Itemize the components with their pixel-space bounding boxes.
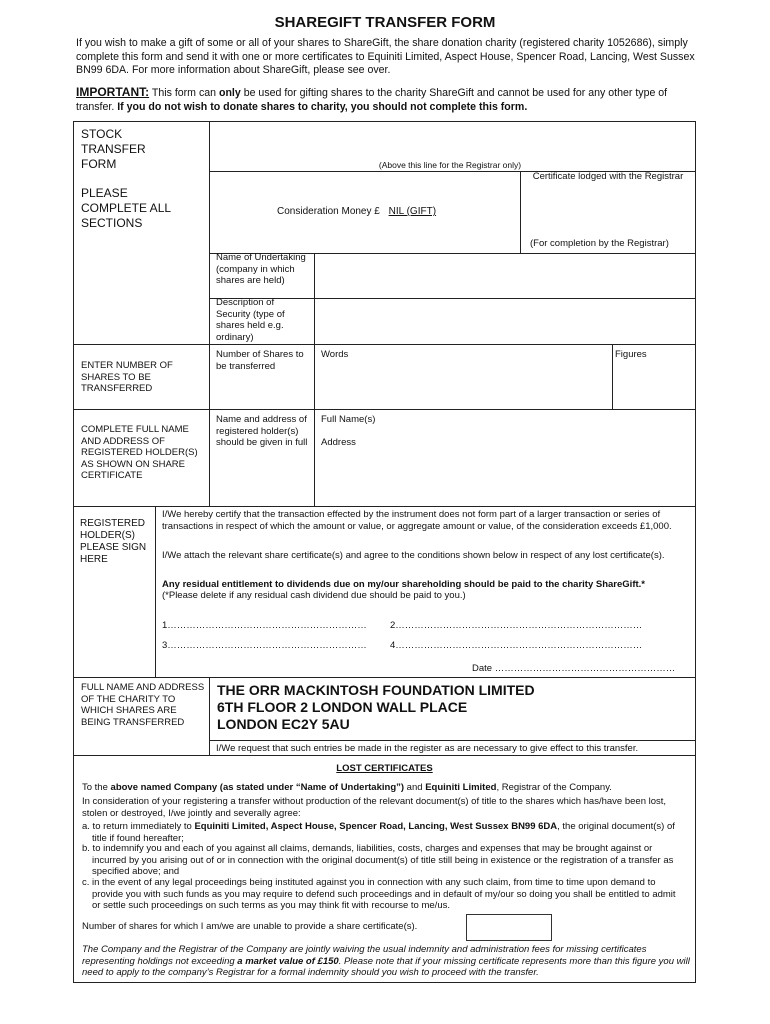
important-only: only <box>218 87 241 99</box>
address-label: Address <box>321 437 356 448</box>
important-bold: If you do not wish to donate shares to charity, you should not complete this form. <box>117 100 528 113</box>
certificate-divider <box>520 171 521 253</box>
row-line <box>73 677 696 678</box>
full-names-label: Full Name(s) <box>321 414 376 425</box>
p1-e: , Registrar of the Company. <box>496 782 612 793</box>
figures-label: Figures <box>615 349 647 360</box>
consideration-label: Consideration Money £ <box>277 206 380 217</box>
stock-transfer-title: STOCK TRANSFER FORM <box>81 127 146 171</box>
number-of-shares-label: Number of Shares to be transferred <box>216 349 304 372</box>
clause-a-bold: Equiniti Limited, Aspect House, Spencer Road, Lancing, West Sussex BN99 6DA <box>194 821 558 832</box>
waive-a: The Company and the Registrar of the Company are jointly waiving the usual indemnity and administration fees for missing certificates representing holdings not exceeding <box>82 944 647 967</box>
important-text-b: be used for gifting shares to the charity ShareGift and cannot be used for any other type of transfer. <box>76 87 668 113</box>
completion-by-registrar: (For completion by the Registrar) <box>530 238 669 249</box>
row-line <box>73 409 696 410</box>
label-column-divider <box>314 253 315 506</box>
date-field[interactable]: Date ………………………………………………… <box>472 663 676 674</box>
words-label: Words <box>321 349 349 360</box>
description-of-security-label: Description of Security (type of shares held e.g. ordinary) <box>216 297 285 343</box>
description-of-security-input[interactable] <box>316 300 694 342</box>
signature-1[interactable]: 1……………………………………………………… <box>162 620 367 631</box>
lost-paragraph-2: In consideration of your registering a transfer without production of the relevant document(s) of title to the shares which has/have been lost, stolen or destroyed, I/we jointly and severally agree: <box>82 796 667 819</box>
name-address-label: Name and address of registered holder(s) should be given in full <box>216 414 308 448</box>
shares-words-input[interactable] <box>316 360 610 407</box>
charity-label: FULL NAME AND ADDRESS OF THE CHARITY TO WHICH SHARES ARE BEING TRANSFERRED <box>81 682 205 728</box>
charity-divider <box>209 677 210 755</box>
lost-clause-b: b. to indemnify you and each of you against all claims, demands, liabilities, costs, charges and expenses that may be brought against or incurred by you arising out of or in connection with the original document(s) of title still being in existence or the registration of a transfer as specified above; and <box>82 843 674 877</box>
residual-note: (*Please delete if any residual cash dividend due should be paid to you.) <box>162 590 466 601</box>
registrar-only-note: (Above this line for the Registrar only) <box>378 160 522 170</box>
certificate-lodged-label: Certificate lodged with the Registrar <box>532 171 684 182</box>
important-text-a: This form can <box>149 87 219 99</box>
signature-2[interactable]: 2…………………………………………………………………… <box>390 620 643 631</box>
name-of-undertaking-input[interactable] <box>316 255 694 296</box>
p1-a: To the <box>82 782 111 793</box>
p1-d: Equiniti Limited <box>425 782 497 793</box>
lost-shares-input[interactable] <box>466 914 552 941</box>
left-column-divider <box>209 121 210 506</box>
waive-b: . Please note that if your missing certificate represents more than this figure you will need to apply to the company’s Registrar for a formal indemnity should you wish to proceed with the transfer. <box>82 955 690 978</box>
charity-address-line2: LONDON EC2Y 5AU <box>217 716 350 732</box>
number-unable-label: Number of shares for which I am/we are unable to provide a share certificate(s). <box>82 921 418 932</box>
enter-number-label: ENTER NUMBER OF SHARES TO BE TRANSFERRED <box>81 360 173 394</box>
charity-address-line1: 6TH FLOOR 2 LONDON WALL PLACE <box>217 699 468 715</box>
p1-c: and <box>404 782 426 793</box>
important-label: IMPORTANT: <box>76 85 150 99</box>
address-input[interactable] <box>380 434 694 504</box>
clause-a-pre: a. to return immediately to <box>82 821 195 832</box>
row-line <box>209 740 696 741</box>
full-names-input[interactable] <box>380 411 694 433</box>
row-line <box>73 506 696 507</box>
waive-note <box>82 944 690 979</box>
residual-entitlement: Any residual entitlement to dividends due on my/our shareholding should be paid to the charity ShareGift.* <box>162 579 645 590</box>
shares-figures-input[interactable] <box>614 360 694 407</box>
form-title: SHAREGIFT TRANSFER FORM <box>274 14 496 31</box>
signature-4[interactable]: 4…………………………………………………………………… <box>390 640 643 651</box>
figures-divider <box>612 344 613 409</box>
consideration-value: NIL (GIFT) <box>388 206 437 217</box>
lost-clause-c: c. in the event of any legal proceedings being instituted against you in connection with any such claim, from time to time upon demand to provide you with such funds as you may require to defend such proceedings and in default of my/our so doing you shall be entitled to admit or settle such proceedings on such terms as you may think fit with recourse to me/us. <box>82 877 676 911</box>
complete-name-label: COMPLETE FULL NAME AND ADDRESS OF REGISTERED HOLDER(S) AS SHOWN ON SHARE CERTIFICATE <box>81 424 198 481</box>
lost-paragraph-1 <box>82 782 687 794</box>
intro-text: If you wish to make a gift of some or all of your shares to ShareGift, the share donation charity (registered charity 1052686), simply complete this form and send it with one or more certificates to Equiniti Limited, Aspect House, Spencer Road, Lancing, West Sussex BN99 6DA. For more information about ShareGift, please see over. <box>76 37 695 77</box>
register-request: I/We request that such entries be made in the register as are necessary to give effect to this transfer. <box>216 743 639 754</box>
consideration-money <box>277 206 436 218</box>
please-complete-label: PLEASE COMPLETE ALL SECTIONS <box>81 186 171 230</box>
row-line <box>73 344 696 345</box>
row-line <box>73 755 696 756</box>
signature-3[interactable]: 3……………………………………………………… <box>162 640 367 651</box>
charity-name: THE ORR MACKINTOSH FOUNDATION LIMITED <box>217 682 535 698</box>
registered-sign-label: REGISTERED HOLDER(S) PLEASE SIGN HERE <box>80 518 147 565</box>
waive-bold: a market value of £150 <box>237 955 339 967</box>
p1-b: above named Company (as stated under “Name of Undertaking”) <box>110 782 405 793</box>
lost-clause-a <box>82 821 682 844</box>
important-notice <box>76 86 701 114</box>
clause-a-post: , the original document(s) of title if found hereafter; <box>92 821 675 844</box>
sign-divider <box>155 506 156 677</box>
name-of-undertaking-label: Name of Undertaking (company in which shares are held) <box>216 252 306 286</box>
certify-text: I/We hereby certify that the transaction effected by the instrument does not form part of a larger transaction or series of transactions in respect of which the amount or value, or aggregate amount or value, of the consideration exceeds £1,000. <box>162 509 672 532</box>
lost-certificates-heading: LOST CERTIFICATES <box>336 763 433 774</box>
attach-text: I/We attach the relevant share certificate(s) and agree to the conditions shown below in respect of any lost certificate(s). <box>162 550 665 561</box>
